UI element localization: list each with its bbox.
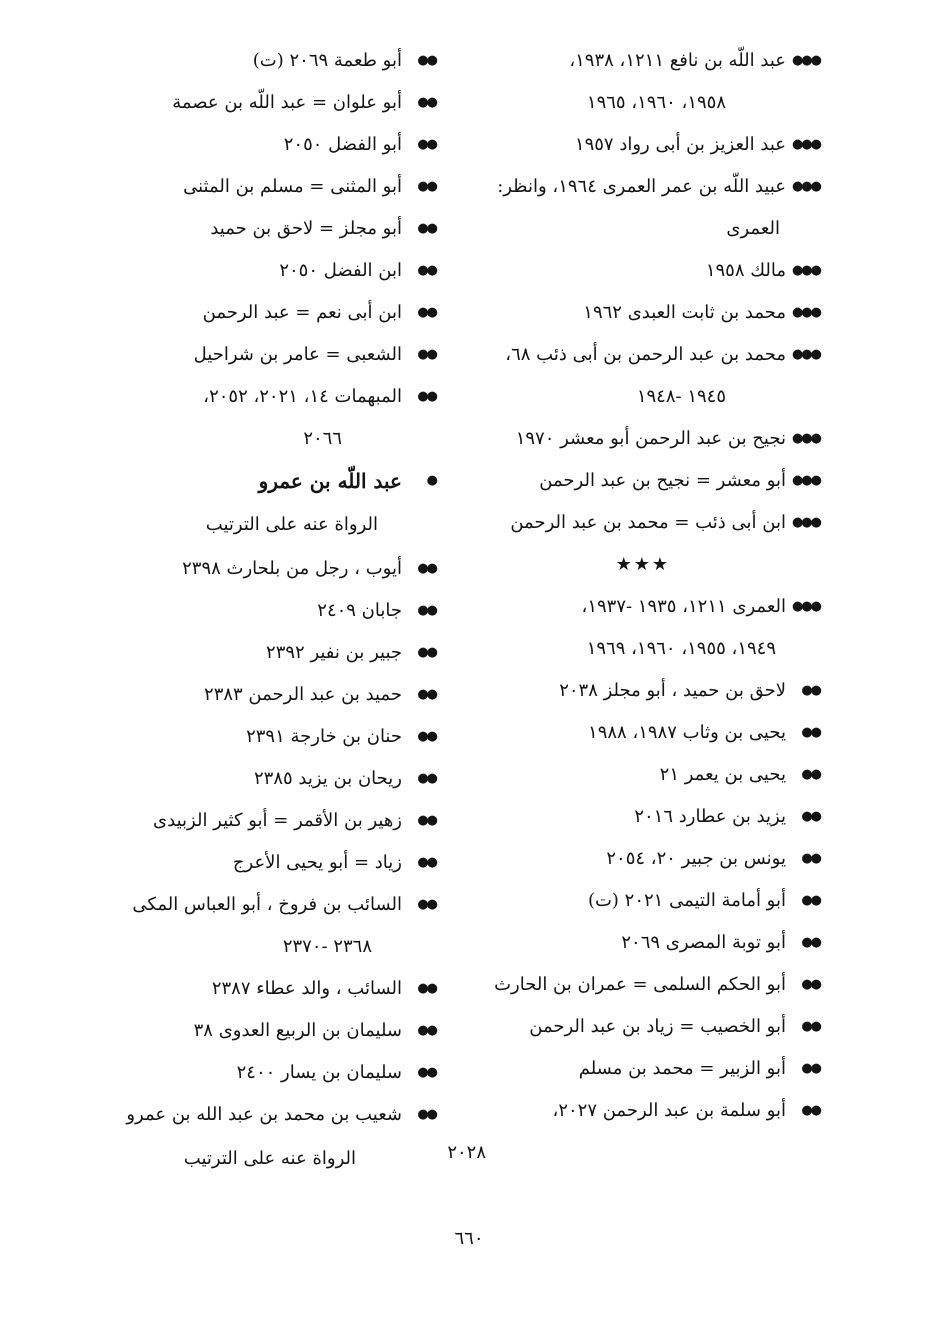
- bullet-icon: ●●: [417, 305, 436, 320]
- entry-text: يحيى بن يعمر ٢١: [659, 764, 786, 785]
- index-entry: [96, 82, 436, 124]
- entry-continuation: ٢٣٦٨ -٢٣٧٠: [282, 936, 372, 957]
- bullet-icon: ●●: [801, 977, 820, 992]
- index-entry: [96, 674, 436, 716]
- entry-text: نجيح بن عبد الرحمن أبو معشر ١٩٧٠: [515, 428, 786, 449]
- index-entry: [460, 1048, 820, 1090]
- index-entry: [460, 334, 820, 418]
- index-entry: [96, 166, 436, 208]
- index-entry: [96, 292, 436, 334]
- bullet-icon: ●●●: [791, 515, 820, 530]
- index-entry: [460, 922, 820, 964]
- index-entry: [96, 632, 436, 674]
- entry-text: محمد بن عبد الرحمن بن أبى ذئب ٦٨،: [505, 344, 786, 365]
- bullet-icon: ●●: [417, 95, 436, 110]
- section-separator-stars: ★★★: [615, 554, 670, 575]
- bullet-icon: ●●: [801, 1103, 820, 1118]
- bullet-icon: ●●●: [791, 473, 820, 488]
- index-entry: [460, 586, 820, 670]
- entry-text: جبير بن نفير ٢٣٩٢: [266, 642, 402, 663]
- index-entry: [460, 754, 820, 796]
- entry-continuation: ١٩٤٩، ١٩٥٥، ١٩٦٠، ١٩٦٩: [586, 638, 776, 659]
- bullet-icon: ●●: [801, 851, 820, 866]
- entry-text: جابان ٢٤٠٩: [317, 600, 402, 621]
- index-entry: [460, 40, 820, 124]
- entry-text: السائب بن فروخ ، أبو العباس المكى: [132, 894, 402, 915]
- bullet-icon: ●●: [417, 603, 436, 618]
- index-entry: [460, 502, 820, 544]
- page-number: ٦٦٠: [454, 1228, 484, 1249]
- section-heading: [96, 460, 436, 502]
- entry-text: شعيب بن محمد بن عبد الله بن عمرو: [126, 1104, 402, 1125]
- index-entry: [460, 1006, 820, 1048]
- index-entry: [460, 796, 820, 838]
- bullet-icon: ●●: [417, 1065, 436, 1080]
- bullet-icon: ●●: [417, 561, 436, 576]
- index-entry: [460, 880, 820, 922]
- entry-text: زياد = أبو يحيى الأعرج: [232, 852, 402, 873]
- index-entry: [460, 250, 820, 292]
- entry-text: ابن أبى نعم = عبد الرحمن: [202, 302, 402, 323]
- entry-text: المبهمات ١٤، ٢٠٢١، ٢٠٥٢،: [203, 386, 402, 407]
- index-entry: [96, 124, 436, 166]
- bullet-icon: ●●: [417, 645, 436, 660]
- entry-text: محمد بن ثابت العبدى ١٩٦٢: [583, 302, 786, 323]
- index-entry: [96, 334, 436, 376]
- index-entry: [96, 758, 436, 800]
- heading-text: عبد اللّه بن عمرو: [258, 469, 402, 493]
- bullet-icon: ●●: [417, 813, 436, 828]
- bullet-icon: ●●: [417, 897, 436, 912]
- index-entry: [460, 418, 820, 460]
- bullet-icon: ●●: [417, 687, 436, 702]
- entry-text: الشعبى = عامر بن شراحيل: [193, 344, 402, 365]
- bullet-icon: ●●●: [791, 179, 820, 194]
- bullet-icon: ●: [426, 473, 436, 488]
- bullet-icon: ●●: [417, 729, 436, 744]
- entry-text: أبو الحكم السلمى = عمران بن الحارث: [494, 974, 786, 995]
- bullet-icon: ●●: [417, 1107, 436, 1122]
- subheading: الرواة عنه على الترتيب: [183, 1148, 356, 1169]
- bullet-icon: ●●: [417, 771, 436, 786]
- index-entry: [96, 842, 436, 884]
- index-entry: [96, 376, 436, 460]
- index-entry: [460, 670, 820, 712]
- index-entry: [460, 292, 820, 334]
- index-entry: [96, 250, 436, 292]
- entry-continuation: ١٩٤٥ -١٩٤٨: [636, 386, 726, 407]
- index-entry: [460, 166, 820, 250]
- entry-text: أبو طعمة ٢٠٦٩ (ت): [252, 50, 402, 71]
- entry-text: أبو أمامة التيمى ٢٠٢١ (ت): [587, 890, 786, 911]
- bullet-icon: ●●: [801, 809, 820, 824]
- entry-text: عبيد اللّه بن عمر العمرى ١٩٦٤، وانظر:: [497, 176, 786, 197]
- entry-text: أبو الزبير = محمد بن مسلم: [578, 1058, 786, 1079]
- entry-text: يحيى بن وثاب ١٩٨٧، ١٩٨٨: [588, 722, 786, 743]
- entry-text: يزيد بن عطارد ٢٠١٦: [634, 806, 786, 827]
- index-entry: [96, 1094, 436, 1136]
- entry-text: أيوب ، رجل من بلحارث ٢٣٩٨: [182, 558, 402, 579]
- bullet-icon: ●●: [801, 725, 820, 740]
- entry-text: عبد اللّه بن نافع ١٢١١، ١٩٣٨،: [569, 50, 786, 71]
- entry-text: حنان بن خارجة ٢٣٩١: [246, 726, 402, 747]
- entry-text: أبو مجلز = لاحق بن حميد: [210, 218, 402, 239]
- entry-text: ابن الفضل ٢٠٥٠: [279, 260, 402, 281]
- index-entry: [96, 590, 436, 632]
- entry-continuation: ١٩٥٨، ١٩٦٠، ١٩٦٥: [586, 92, 726, 113]
- entry-text: أبو المثنى = مسلم بن المثنى: [183, 176, 402, 197]
- entry-continuation: ٢٠٦٦: [303, 428, 342, 449]
- entry-text: أبو علوان = عبد اللّه بن عصمة: [172, 92, 402, 113]
- index-entry: [460, 460, 820, 502]
- entry-text: العمرى ١٢١١، ١٩٣٥ -١٩٣٧،: [581, 596, 786, 617]
- index-entry: [96, 884, 436, 968]
- bullet-icon: ●●: [417, 855, 436, 870]
- entry-text: مالك ١٩٥٨: [705, 260, 786, 281]
- bullet-icon: ●●: [417, 389, 436, 404]
- subheading: الرواة عنه على الترتيب: [205, 514, 378, 535]
- entry-text: أبو الخصيب = زياد بن عبد الرحمن: [529, 1016, 786, 1037]
- bullet-icon: ●●: [417, 347, 436, 362]
- bullet-icon: ●●: [801, 1061, 820, 1076]
- entry-text: زهير بن الأقمر = أبو كثير الزبيدى: [153, 810, 402, 831]
- entry-text: أبو توبة المصرى ٢٠٦٩: [621, 932, 786, 953]
- bullet-icon: ●●: [801, 683, 820, 698]
- index-entry: [96, 800, 436, 842]
- entry-text: ريحان بن يزيد ٢٣٨٥: [254, 768, 402, 789]
- bullet-icon: ●●●: [791, 347, 820, 362]
- index-entry: [460, 124, 820, 166]
- entry-text: أبو الفضل ٢٠٥٠: [283, 134, 402, 155]
- index-entry: [447, 1090, 820, 1174]
- bullet-icon: ●●●: [791, 263, 820, 278]
- bullet-icon: ●●: [801, 935, 820, 950]
- entry-text: يونس بن جبير ٢٠، ٢٠٥٤: [606, 848, 786, 869]
- entry-text: حميد بن عبد الرحمن ٢٣٨٣: [204, 684, 402, 705]
- bullet-icon: ●●●: [791, 137, 820, 152]
- index-entry: [96, 1052, 436, 1094]
- bullet-icon: ●●●: [791, 53, 820, 68]
- index-entry: [96, 208, 436, 250]
- bullet-icon: ●●: [417, 981, 436, 996]
- bullet-icon: ●●: [801, 893, 820, 908]
- bullet-icon: ●●: [801, 767, 820, 782]
- index-entry: [96, 548, 436, 590]
- bullet-icon: ●●: [417, 221, 436, 236]
- right-column: [447, 40, 820, 1174]
- entry-continuation: العمرى: [726, 218, 780, 239]
- entry-text: سليمان بن يسار ٢٤٠٠: [236, 1062, 402, 1083]
- left-column: [96, 40, 436, 1182]
- bullet-icon: ●●: [801, 1019, 820, 1034]
- entry-text: لاحق بن حميد ، أبو مجلز ٢٠٣٨: [559, 680, 786, 701]
- index-entry: [96, 40, 436, 82]
- bullet-icon: ●●: [417, 53, 436, 68]
- entry-text: أبو سلمة بن عبد الرحمن ٢٠٢٧،: [552, 1100, 786, 1121]
- bullet-icon: ●●: [417, 179, 436, 194]
- index-entry: [96, 1010, 436, 1052]
- bullet-icon: ●●●: [791, 431, 820, 446]
- index-entry: [460, 964, 820, 1006]
- entry-text: السائب ، والد عطاء ٢٣٨٧: [211, 978, 402, 999]
- entry-continuation: ٢٠٢٨: [447, 1142, 486, 1163]
- index-entry: [460, 712, 820, 754]
- entry-text: عبد العزيز بن أبى رواد ١٩٥٧: [574, 134, 786, 155]
- bullet-icon: ●●●: [791, 305, 820, 320]
- bullet-icon: ●●: [417, 263, 436, 278]
- bullet-icon: ●●●: [791, 599, 820, 614]
- bullet-icon: ●●: [417, 1023, 436, 1038]
- bullet-icon: ●●: [417, 137, 436, 152]
- entry-text: ابن أبى ذئب = محمد بن عبد الرحمن: [510, 512, 786, 533]
- index-entry: [96, 716, 436, 758]
- entry-text: أبو معشر = نجيح بن عبد الرحمن: [539, 470, 786, 491]
- entry-text: سليمان بن الربيع العدوى ٣٨: [193, 1020, 402, 1041]
- index-entry: [460, 838, 820, 880]
- index-entry: [96, 968, 436, 1010]
